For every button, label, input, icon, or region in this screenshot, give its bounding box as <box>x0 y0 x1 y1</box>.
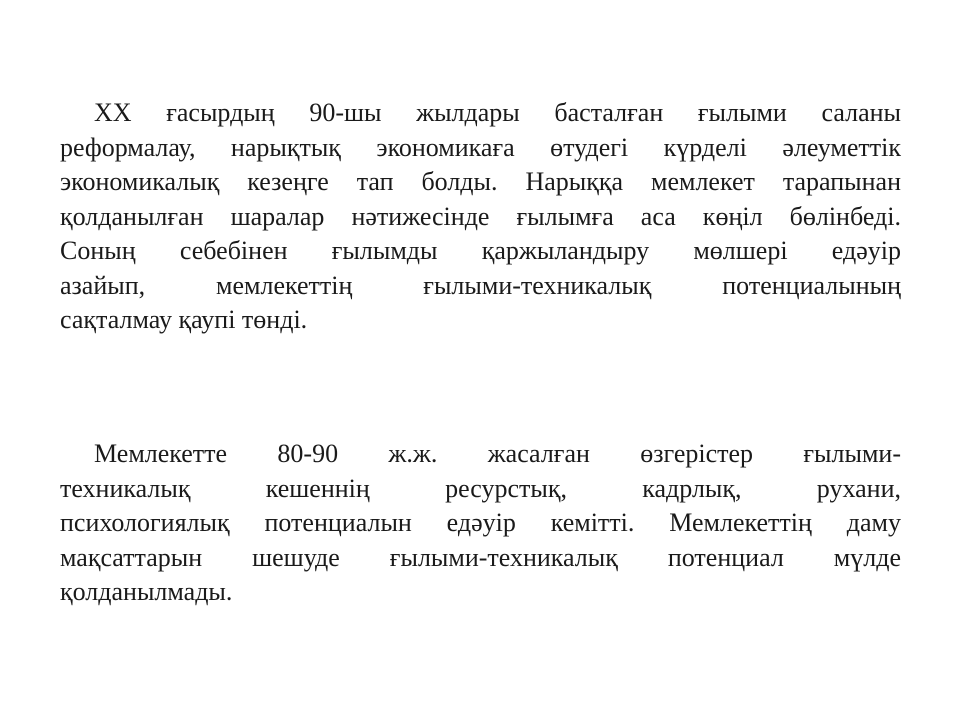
paragraph-1 <box>60 96 901 338</box>
paragraph-1-line: XX ғасырдың 90-шы жылдары басталған ғылыми саланы <box>94 98 901 127</box>
paragraph-1-line: азайып, мемлекеттің ғылыми-техникалық потенциалының <box>60 270 901 300</box>
paragraph-2-line: психологиялық потенциалын едәуір кемітті. Мемлекеттің даму <box>60 508 901 537</box>
paragraph-2-line: мақсаттарын шешуде ғылыми-техникалық потенциал мүлде <box>60 542 901 572</box>
paragraph-1-line: сақталмау қаупі төнді. <box>60 305 308 334</box>
paragraph-1-line: реформалау, нарықтық экономикаға өтудегі күрделі әлеуметтік <box>60 132 901 162</box>
paragraph-1-line: Соның себебінен ғылымды қаржыландыру мөлшері едәуір <box>60 236 901 265</box>
paragraph-2-line: қолданылмады. <box>60 577 233 606</box>
paragraph-2-line: Мемлекетте 80-90 ж.ж. жасалған өзгерістер ғылыми- <box>94 439 901 468</box>
paragraph-2 <box>60 437 901 610</box>
paragraph-1-line: экономикалық кезеңге тап болды. Нарыққа мемлекет тарапынан <box>60 167 901 196</box>
paragraph-2-line: техникалық кешеннің ресурстық, кадрлық, рухани, <box>60 473 901 503</box>
paragraph-1-line: қолданылған шаралар нәтижесінде ғылымға аса көңіл бөлінбеді. <box>60 201 901 231</box>
